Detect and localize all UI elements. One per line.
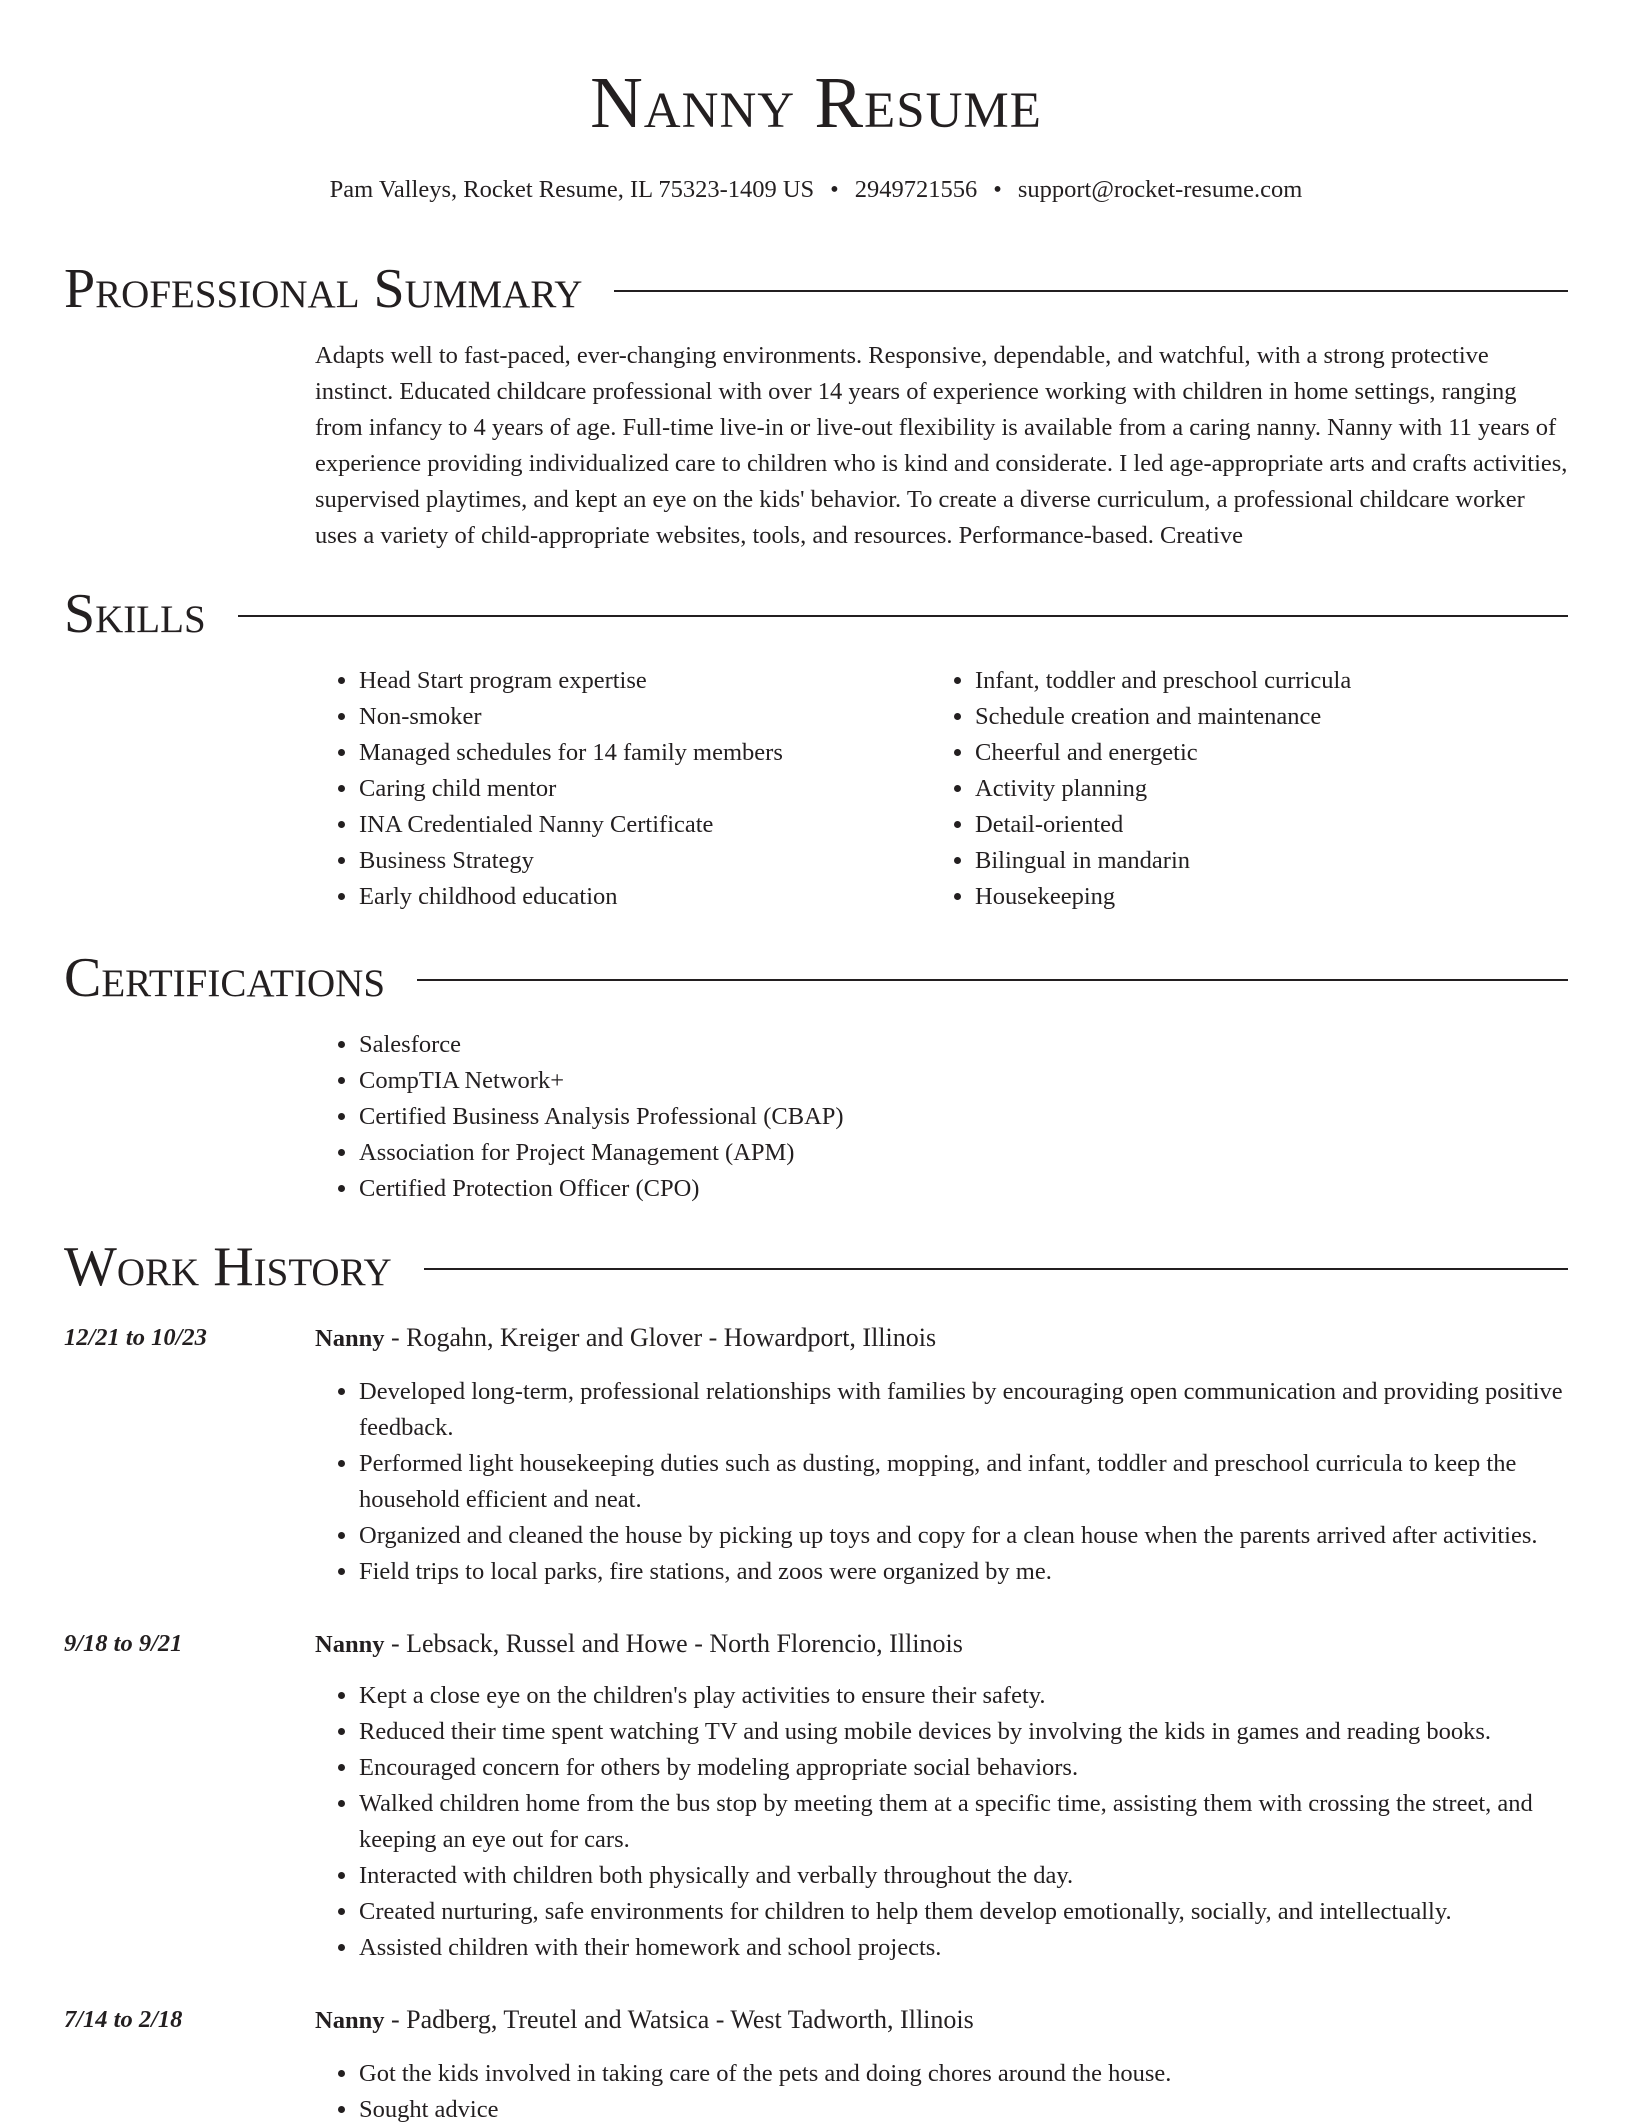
skill-item: • Detail-oriented bbox=[975, 807, 1531, 843]
job-title bbox=[315, 1626, 1570, 1663]
heading-divider bbox=[424, 1268, 1568, 1270]
work-history-heading bbox=[64, 1234, 1568, 1300]
certifications-list bbox=[315, 1027, 1315, 1207]
job-employer: - Padberg, Treutel and Watsica - West Tadworth, Illinois bbox=[384, 2005, 974, 2034]
skill-item: • INA Credentialed Nanny Certificate bbox=[359, 807, 915, 843]
job-bullet: • Kept a close eye on the children's play activities to ensure their safety. bbox=[359, 1678, 1580, 1714]
job-bullet: • Assisted children with their homework and school projects. bbox=[359, 1930, 1580, 1966]
heading-divider bbox=[238, 615, 1568, 617]
heading-divider bbox=[614, 290, 1568, 292]
job-bullet: • Field trips to local parks, fire stations, and zoos were organized by me. bbox=[359, 1554, 1580, 1590]
skills-heading-title: Skills bbox=[64, 583, 206, 645]
skill-item: • Managed schedules for 14 family members bbox=[359, 735, 915, 771]
job-bullet: • Encouraged concern for others by modeling appropriate social behaviors. bbox=[359, 1750, 1580, 1786]
certification-item: • Certified Business Analysis Professional (CBAP) bbox=[359, 1099, 1315, 1135]
certifications-heading bbox=[64, 945, 1568, 1011]
summary-heading bbox=[64, 256, 1568, 322]
certifications-heading-title: Certifications bbox=[64, 947, 386, 1009]
skill-item: • Non-smoker bbox=[359, 699, 915, 735]
skill-item: • Infant, toddler and preschool curricula bbox=[975, 663, 1531, 699]
certification-item: • Salesforce bbox=[359, 1027, 1315, 1063]
skills-list-right bbox=[931, 663, 1531, 915]
job-bullet: • Performed light housekeeping duties such as dusting, mopping, and infant, toddler and preschool curricula to keep the household efficient and neat. bbox=[359, 1446, 1580, 1518]
certification-item: • Certified Protection Officer (CPO) bbox=[359, 1171, 1315, 1207]
job-bullets bbox=[315, 1678, 1580, 1966]
job-dates: 9/18 to 9/21 bbox=[64, 1630, 183, 1657]
skill-item: • Schedule creation and maintenance bbox=[975, 699, 1531, 735]
job-bullet: • Interacted with children both physically and verbally throughout the day. bbox=[359, 1858, 1580, 1894]
job-employer: - Lebsack, Russel and Howe - North Florencio, Illinois bbox=[384, 1629, 963, 1658]
skills-heading bbox=[64, 581, 1568, 647]
job-dates: 7/14 to 2/18 bbox=[64, 2006, 183, 2033]
job-bullet: • Reduced their time spent watching TV and using mobile devices by involving the kids in games and reading books. bbox=[359, 1714, 1580, 1750]
skill-item: • Caring child mentor bbox=[359, 771, 915, 807]
job-bullet: • Got the kids involved in taking care of the pets and doing chores around the house. bbox=[359, 2056, 1580, 2092]
job-dates: 12/21 to 10/23 bbox=[64, 1324, 207, 1351]
contact-email: support@rocket-resume.com bbox=[1017, 176, 1303, 203]
resume-name: Nanny Resume bbox=[590, 62, 1042, 143]
job-employer: - Rogahn, Kreiger and Glover - Howardport, Illinois bbox=[384, 1323, 937, 1352]
summary-heading-title: Professional Summary bbox=[64, 258, 583, 320]
certification-item: • CompTIA Network+ bbox=[359, 1063, 1315, 1099]
job-bullet: • Sought advice bbox=[359, 2092, 1580, 2128]
job-role: Nanny bbox=[315, 1631, 385, 1658]
job-title bbox=[315, 1320, 1570, 1357]
job-bullets bbox=[315, 1374, 1580, 1590]
job-role: Nanny bbox=[315, 2007, 385, 2034]
skill-item: • Business Strategy bbox=[359, 843, 915, 879]
contact-phone: 2949721556 bbox=[854, 176, 978, 203]
skill-item: • Head Start program expertise bbox=[359, 663, 915, 699]
job-bullet: • Created nurturing, safe environments for children to help them develop emotionally, socially, and intellectually. bbox=[359, 1894, 1580, 1930]
certification-item: • Association for Project Management (APM) bbox=[359, 1135, 1315, 1171]
skill-item: • Bilingual in mandarin bbox=[975, 843, 1531, 879]
skills-list-left bbox=[315, 663, 915, 915]
summary-text: Adapts well to fast-paced, ever-changing environments. Responsive, dependable, and watchful, with a strong protective instinct. Educated childcare professional with over 14 years of experience working with children in home settings, ranging from infancy to 4 years of age. Full-time live-in or live-out flexibility is available from a caring nanny. Nanny with 11 years of experience providing individualized care to children who is kind and considerate. I led age-appropriate arts and crafts activities, supervised playtimes, and kept an eye on the kids' behavior. To create a diverse curriculum, a professional childcare worker uses a variety of child-appropriate websites, tools, and resources. Performance-based. Creative bbox=[315, 342, 1568, 549]
contact-separator: • bbox=[830, 176, 839, 203]
skill-item: • Cheerful and energetic bbox=[975, 735, 1531, 771]
work-history-heading-title: Work History bbox=[64, 1236, 392, 1298]
job-role: Nanny bbox=[315, 1325, 385, 1352]
job-bullet: • Developed long-term, professional relationships with families by encouraging open communication and providing positive feedback. bbox=[359, 1374, 1580, 1446]
job-bullets bbox=[315, 2056, 1580, 2128]
contact-address: Pam Valleys, Rocket Resume, IL 75323-1409 US bbox=[329, 176, 815, 203]
job-title bbox=[315, 2002, 1570, 2039]
contact-separator: • bbox=[993, 176, 1002, 203]
skill-item: • Activity planning bbox=[975, 771, 1531, 807]
skill-item: • Early childhood education bbox=[359, 879, 915, 915]
job-bullet: • Organized and cleaned the house by picking up toys and copy for a clean house when the parents arrived after activities. bbox=[359, 1518, 1580, 1554]
heading-divider bbox=[417, 979, 1568, 981]
skill-item: • Housekeeping bbox=[975, 879, 1531, 915]
job-bullet: • Walked children home from the bus stop by meeting them at a specific time, assisting them with crossing the street, and keeping an eye out for cars. bbox=[359, 1786, 1580, 1858]
contact-line bbox=[0, 172, 1632, 208]
